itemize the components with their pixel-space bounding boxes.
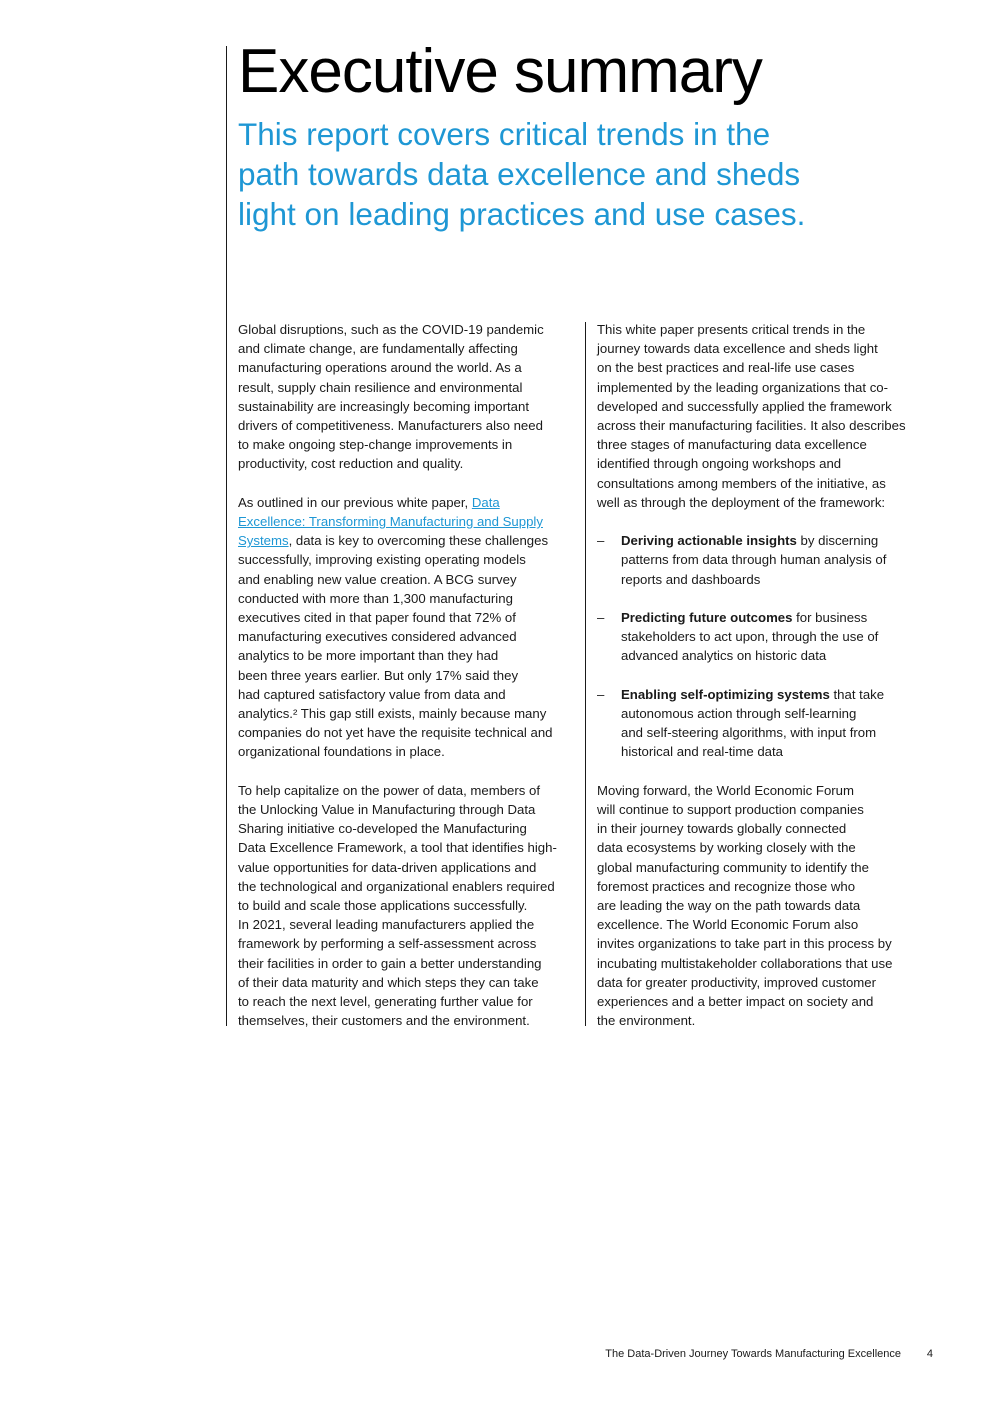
- subtitle-line: light on leading practices and use cases.: [238, 196, 806, 232]
- column-divider-rule: [585, 322, 586, 1026]
- white-paper-paragraph: This white paper presents critical trends in the journey towards data excellence and sheds light on the best practices and real-life use cases implemented by the leading organizations that co- developed and successfully applied the framework across their manufacturing facilities. It also describes three stages of manufacturing data excellence identified through ongoing workshops and consultations among members of the initiative, as well as through the deployment of the framework:: [597, 322, 906, 510]
- subtitle-line: path towards data excellence and sheds: [238, 156, 801, 192]
- framework-paragraph: To help capitalize on the power of data, members of the Unlocking Value in Manufacturing through Data Sharing initiative co-developed the Manufacturing Data Excellence Framework, a tool that identifies high- value opportunities for data-driven applications and the technological and organizational enablers required to build and scale those applications successfully. In 2021, several leading manufacturers applied the framework by performing a self-assessment across their facilities in order to gain a better understanding of their data maturity and which steps they can take to reach the next level, generating further value for themselves, their customers and the environment.: [238, 782, 557, 1029]
- footer-title: The Data-Driven Journey Towards Manufacturing Excellence: [605, 1348, 901, 1360]
- dash-bullet: –: [597, 533, 605, 549]
- previous-paper-link[interactable]: Systems: [238, 533, 289, 549]
- list-item: – Enabling self-optimizing systems that take autonomous action through self-learning and self-steering algorithms, with input from historical and real-time data: [597, 686, 885, 760]
- list-item: – Predicting future outcomes for business stakeholders to act upon, through the use of advanced analytics on historic data: [597, 610, 879, 664]
- header-vertical-rule: [226, 46, 227, 1026]
- previous-paper-link[interactable]: Excellence: Transforming Manufacturing and Supply: [238, 514, 543, 530]
- stages-list: [597, 531, 942, 761]
- page-number: 4: [926, 1348, 933, 1360]
- right-column: [597, 320, 942, 1050]
- previous-paper-paragraph: As outlined in our previous white paper, Data Excellence: Transforming Manufacturing and Supply Systems, data is key to overcoming these challenges successfully, improving existing operating models and enabling new value creation. A BCG survey conducted with more than 1,300 manufacturing executives cited in that paper found that 72% of manufacturing executives considered advanced analytics to be more important than they had been three years earlier. But only 17% said they had captured satisfactory value from data and analytics.² This gap still exists, mainly because many companies do not yet have the requisite technical and organizational foundations in place.: [238, 494, 553, 760]
- intro-paragraph: Global disruptions, such as the COVID-19 pandemic and climate change, are fundamentally affecting manufacturing operations around the world. As a result, supply chain resilience and environmental sustainability are increasingly becoming important drivers of competitiveness. Manufacturers also need to make ongoing step-change improvements in productivity, cost reduction and quality.: [238, 322, 544, 472]
- dash-bullet: –: [597, 610, 605, 626]
- page-subtitle: [238, 114, 878, 234]
- left-column: [238, 320, 583, 1050]
- dash-bullet: –: [597, 686, 605, 702]
- list-item: – Deriving actionable insights by discerning patterns from data through human analysis of reports and dashboards: [597, 533, 887, 587]
- subtitle-line: This report covers critical trends in the: [238, 116, 771, 152]
- previous-paper-link[interactable]: Data: [471, 494, 500, 510]
- moving-forward-paragraph: Moving forward, the World Economic Forum will continue to support production companies in their journey towards globally connected data ecosystems by working closely with the global manufacturing community to identify the foremost practices and recognize those who are leading the way on the path towards data excellence. The World Economic Forum also invites organizations to take part in this process by incubating multistakeholder collaborations that use data for greater productivity, improved customer experiences and a better impact on society and the environment.: [597, 782, 893, 1029]
- page-title: Executive summary: [238, 37, 762, 106]
